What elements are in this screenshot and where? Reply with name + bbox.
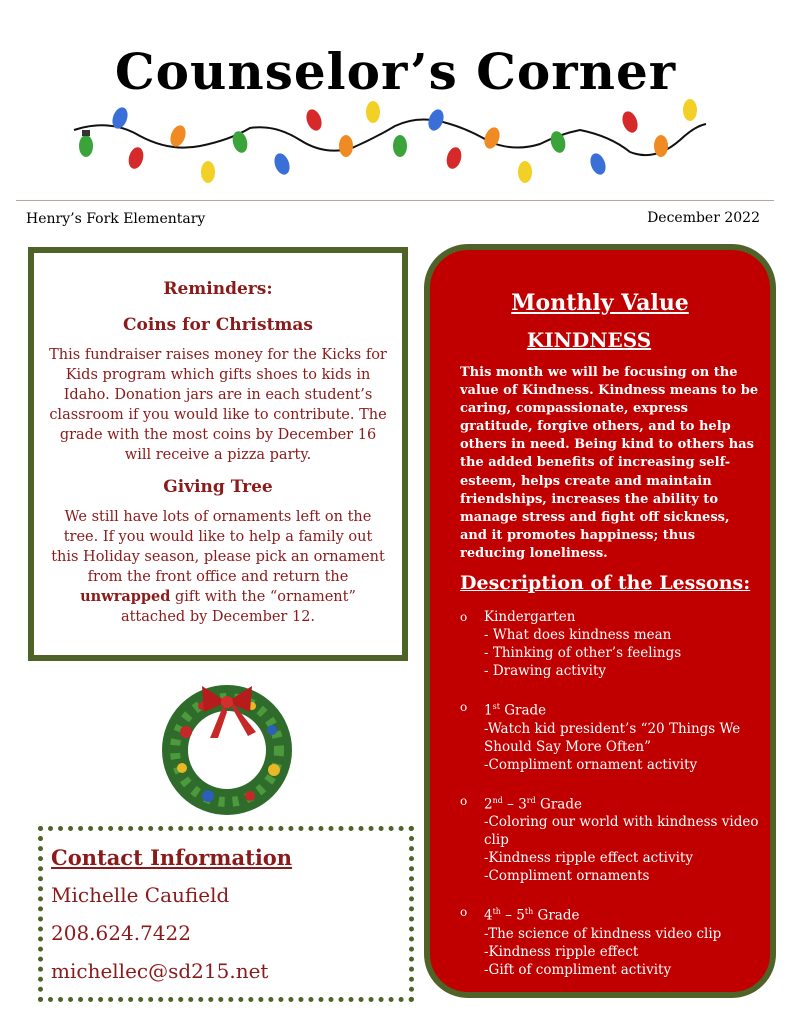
lesson-item: - What does kindness mean xyxy=(484,627,672,643)
lesson-item: -Watch kid president’s “20 Things We Should Say More Often” xyxy=(484,720,741,755)
lesson-grade xyxy=(484,903,766,925)
giving-tree-heading: Giving Tree xyxy=(163,477,273,497)
bullet-icon: o xyxy=(460,610,468,624)
lesson-item: -Kindness ripple effect activity xyxy=(484,850,693,866)
monthly-value-panel xyxy=(424,244,776,998)
grade-suffix: st xyxy=(492,702,500,711)
lessons-list xyxy=(456,608,766,997)
monthly-value-text: This month we will be focusing on the value of Kindness. Kindness means to be caring, compassionate, express gratitude, forgive others, and to help others in need. Being kind to others has the added benefits of increasing self-esteem, helps create and maintain friendships, increases the ability to manage stress and fight off sickness, and it promotes happiness; thus reducing loneliness. xyxy=(460,365,759,561)
grade-range: – 3 xyxy=(502,796,527,812)
lesson-grade xyxy=(484,792,766,814)
list-item xyxy=(456,698,766,774)
lesson-grade: Kindergarten xyxy=(484,609,576,625)
monthly-value-title: Monthly Value xyxy=(511,290,689,316)
grade-suffix: th xyxy=(524,907,534,916)
grade-word: Grade xyxy=(499,702,547,719)
reminders-box xyxy=(28,247,408,661)
wreath-icon xyxy=(152,672,302,820)
contact-email: michellec@sd215.net xyxy=(51,959,269,983)
contact-box xyxy=(38,826,414,1002)
giving-tree-bold: unwrapped xyxy=(80,588,171,605)
giving-tree-text-2: gift with the “ornament” attached by December 12. xyxy=(120,589,356,625)
lesson-item: -The science of kindness video clip xyxy=(484,925,722,942)
contact-heading: Contact Information xyxy=(51,845,293,870)
christmas-lights-icon xyxy=(70,96,710,192)
issue-date: December 2022 xyxy=(647,210,760,226)
grade-number: 4 xyxy=(484,907,493,924)
contact-phone: 208.624.7422 xyxy=(51,921,191,945)
lesson-item: -Coloring our world with kindness video clip xyxy=(484,814,759,848)
grade-suffix: rd xyxy=(526,795,536,805)
grade-number: 1 xyxy=(484,702,493,719)
coins-text: This fundraiser raises money for the Kicks for Kids program which gifts shoes to kids in Idaho. Donation jars are in each student’s classroom if you would like to contribute. The grade with the most coins by December 16 will receive a pizza party. xyxy=(49,347,387,463)
lesson-item: -Compliment ornament activity xyxy=(484,756,698,773)
lessons-heading: Description of the Lessons: xyxy=(460,572,751,594)
giving-tree-text-1: We still have lots of ornaments left on the tree. If you would like to help a family out this Holiday season, please pick an ornament from the front office and return the xyxy=(51,509,385,585)
monthly-value-name: KINDNESS xyxy=(526,328,652,352)
list-item xyxy=(456,608,766,680)
lesson-item: - Drawing activity xyxy=(484,663,607,679)
page-title: Counselor’s Corner xyxy=(114,42,677,101)
school-name: Henry’s Fork Elementary xyxy=(26,211,206,227)
grade-suffix: nd xyxy=(492,795,503,805)
bullet-icon: o xyxy=(460,793,468,808)
lesson-item: -Gift of compliment activity xyxy=(484,961,672,978)
reminders-heading: Reminders: xyxy=(163,279,273,299)
list-item xyxy=(456,903,766,979)
grade-suffix: th xyxy=(492,907,501,916)
lesson-item: -Compliment ornaments xyxy=(484,868,650,884)
coins-heading: Coins for Christmas xyxy=(122,315,313,335)
grade-word: Grade xyxy=(533,907,580,924)
grade-word: Grade xyxy=(535,796,582,812)
header-divider xyxy=(16,200,774,201)
lesson-item: -Kindness ripple effect xyxy=(484,943,639,960)
list-item xyxy=(456,792,766,886)
bullet-icon: o xyxy=(460,700,468,714)
bullet-icon: o xyxy=(460,905,468,919)
giving-tree-text xyxy=(48,507,388,627)
grade-number: 2 xyxy=(484,796,493,812)
grade-range: – 5 xyxy=(500,907,525,924)
contact-name: Michelle Caufield xyxy=(51,883,230,907)
lesson-grade xyxy=(484,698,766,720)
lesson-item: - Thinking of other’s feelings xyxy=(484,645,682,661)
